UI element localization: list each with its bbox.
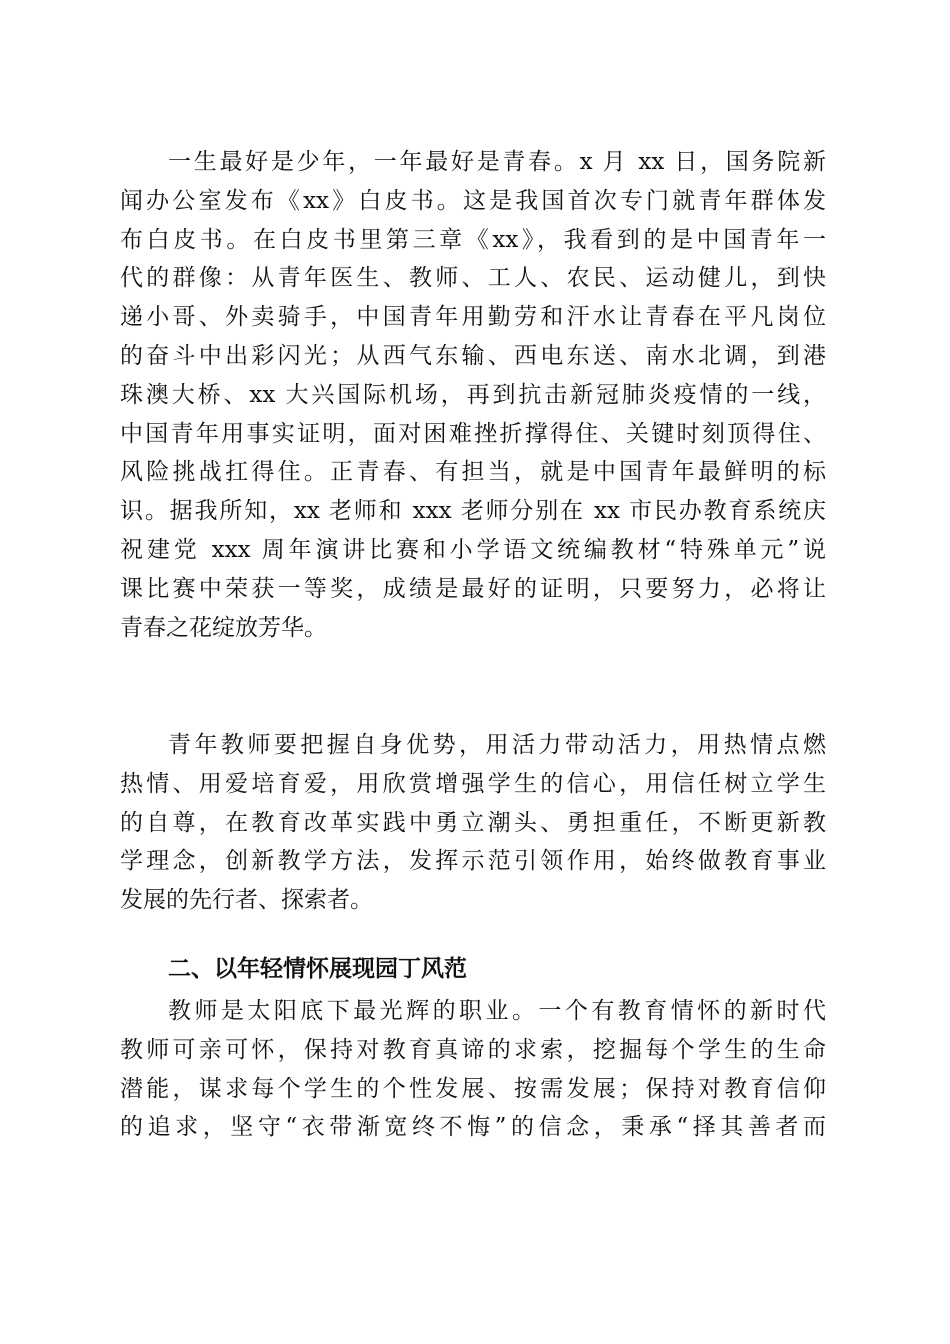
section-heading-text: 二、以年轻情怀展现园丁风范 [168, 956, 467, 982]
paragraph-line: 的自尊，在教育改革实践中勇立潮头、勇担重任，不断更新教 [120, 809, 826, 836]
paragraph-line: 课比赛中荣获一等奖，成绩是最好的证明，只要努力，必将让 [120, 575, 826, 602]
paragraph-line: 发展的先行者、探索者。 [120, 887, 373, 914]
paragraph-3 [120, 992, 826, 1147]
paragraph-line: 教师可亲可怀，保持对教育真谛的求索，挖掘每个学生的生命 [120, 1036, 826, 1063]
paragraph-line: 潜能，谋求每个学生的个性发展、按需发展；保持对教育信仰 [120, 1075, 826, 1102]
paragraph-line: 识。据我所知，xx 老师和 xxx 老师分别在 xx 市民办教育系统庆 [120, 498, 826, 525]
paragraph-line: 学理念，创新教学方法，发挥示范引领作用，始终做教育事业 [120, 848, 826, 875]
paragraph-line: 的奋斗中出彩闪光；从西气东输、西电东送、南水北调，到港 [120, 342, 826, 369]
paragraph-line: 教师是太阳底下最光辉的职业。一个有教育情怀的新时代 [168, 998, 826, 1024]
paragraph-line: 中国青年用事实证明，面对困难挫折撑得住、关键时刻顶得住、 [120, 420, 826, 447]
paragraph-line: 风险挑战扛得住。正青春、有担当，就是中国青年最鲜明的标 [120, 459, 826, 486]
paragraph-line: 闻办公室发布《xx》白皮书。这是我国首次专门就青年群体发 [120, 187, 826, 214]
paragraph-line: 热情、用爱培育爱，用欣赏增强学生的信心，用信任树立学生 [120, 770, 826, 797]
paragraph-line: 的追求，坚守“衣带渐宽终不悔”的信念，秉承“择其善者而 [120, 1114, 826, 1141]
paragraph-line: 一生最好是少年，一年最好是青春。x 月 xx 日，国务院新 [168, 149, 826, 175]
paragraph-line: 布白皮书。在白皮书里第三章《xx》，我看到的是中国青年一 [120, 226, 826, 253]
paragraph-1 [120, 143, 826, 647]
paragraph-line: 青年教师要把握自身优势，用活力带动活力，用热情点燃 [168, 732, 826, 758]
paragraph-line: 珠澳大桥、xx 大兴国际机场，再到抗击新冠肺炎疫情的一线， [120, 381, 826, 408]
paragraph-line: 递小哥、外卖骑手，中国青年用勤劳和汗水让青春在平凡岗位 [120, 304, 826, 331]
section-heading [120, 950, 826, 989]
paragraph-line: 祝建党 xxx 周年演讲比赛和小学语文统编教材“特殊单元”说 [120, 536, 826, 563]
paragraph-line: 青春之花绽放芳华。 [120, 614, 327, 641]
paragraph-line: 代的群像：从青年医生、教师、工人、农民、运动健儿，到快 [120, 265, 826, 292]
paragraph-2 [120, 726, 826, 920]
